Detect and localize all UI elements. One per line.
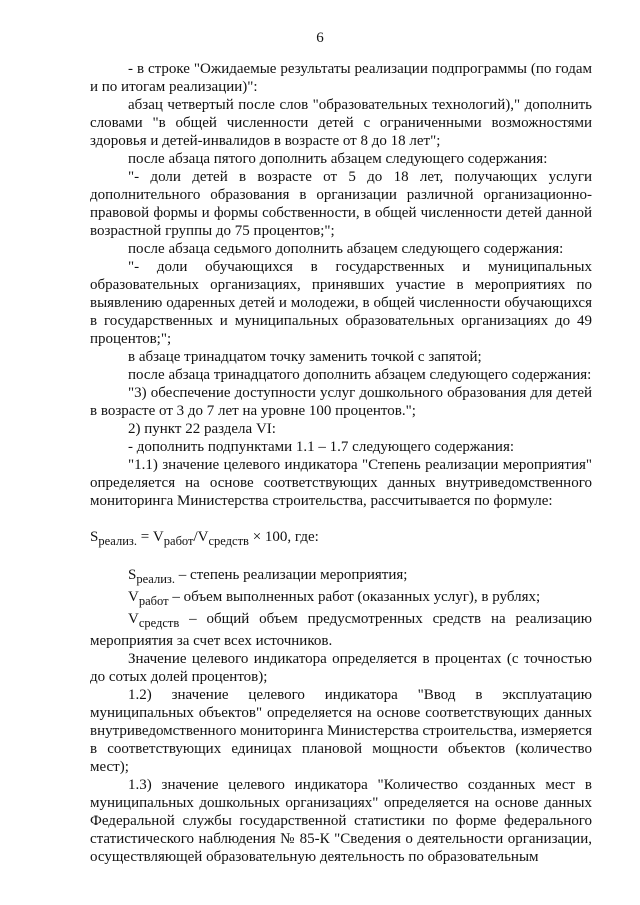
paragraph: - в строке "Ожидаемые результаты реализации подпрограммы (по годам и по итогам реализации)": [90,61,592,95]
definition [90,566,592,588]
paragraph: "- доли детей в возрасте от 5 до 18 лет, получающих услуги дополнительного образования в организации различной организационно-правовой формы и формы собственности, в общей численности детей данной возрастной группы до 75 процентов;"; [90,169,592,239]
document-body [90,60,592,866]
definition-subscript: реализ. [136,572,175,586]
paragraph: после абзаца тринадцатого дополнить абзацем следующего содержания: [128,367,592,383]
definition-text: – общий объем предусмотренных средств на реализацию мероприятия за счет всех источников. [90,611,592,649]
paragraph: после абзаца седьмого дополнить абзацем следующего содержания: [128,241,564,257]
formula-eq: = [136,529,153,545]
page-number: 6 [316,30,324,46]
paragraph: абзац четвертый после слов "образовательных технологий)," дополнить словами "в общей численности детей с ограниченными возможностями здоровья и детей-инвалидов в возрасте от 8 до 18 лет"; [90,97,592,149]
paragraph: "1.1) значение целевого индикатора "Степень реализации мероприятия" определяется на основе соответствующих данных внутриведомственного мониторинга Министерства строительства, рассчитывается по формуле: [90,457,592,509]
definition-subscript: средств [138,616,180,630]
formula-slash: / [193,529,198,545]
formula-s-sub: реализ. [98,534,137,548]
formula-v2-sub: средств [208,534,249,548]
paragraph: Значение целевого индикатора определяется в процентах (с точностью до сотых долей процентов); [90,651,592,685]
formula-v2: V [197,529,209,545]
definition [90,588,592,610]
definition-subscript: работ [138,594,169,608]
definition-symbol: V [128,589,139,605]
paragraph: после абзаца пятого дополнить абзацем следующего содержания: [128,151,548,167]
paragraph: 1.3) значение целевого индикатора "Количество созданных мест в муниципальных дошкольных организациях" определяется на основе данных Федеральной службы государственной статистики по форме федерального статистического наблюдения № 85-К "Сведения о деятельности организации, осуществляющей образовательную деятельность по образовательным [90,777,592,865]
formula-v1-sub: работ [163,534,194,548]
paragraph: - дополнить подпунктами 1.1 – 1.7 следующего содержания: [128,439,515,455]
paragraph: 1.2) значение целевого индикатора "Ввод в эксплуатацию муниципальных объектов" определяется на основе соответствующих данных внутриведомственного мониторинга Министерства строительства, измеряется в соответствующих единицах плановой мощности объектов (количество мест); [90,687,592,775]
paragraph: в абзаце тринадцатом точку заменить точкой с запятой; [128,349,482,365]
formula-tail: × 100, где: [248,529,319,545]
formula-v1: V [152,529,164,545]
formula-s: S [90,529,99,545]
paragraph: 2) пункт 22 раздела VI: [128,421,276,437]
definition [90,610,592,650]
paragraph: "3) обеспечение доступности услуг дошкольного образования для детей в возрасте от 3 до 7 лет на уровне 100 процентов."; [90,385,592,419]
definition-text: – объем выполненных работ (оказанных услуг), в рублях; [168,589,541,605]
definition-symbol: S [128,567,137,583]
formula [90,528,592,550]
paragraph: "- доли обучающихся в государственных и муниципальных образовательных организациях, принявших участие в мероприятиях по выявлению одаренных детей и молодежи, в общей численности обучающихся в государственных и муниципальных образовательных организациях до 49 процентов;"; [90,259,592,347]
definition-symbol: V [128,611,139,627]
definition-text: – степень реализации мероприятия; [174,567,408,583]
